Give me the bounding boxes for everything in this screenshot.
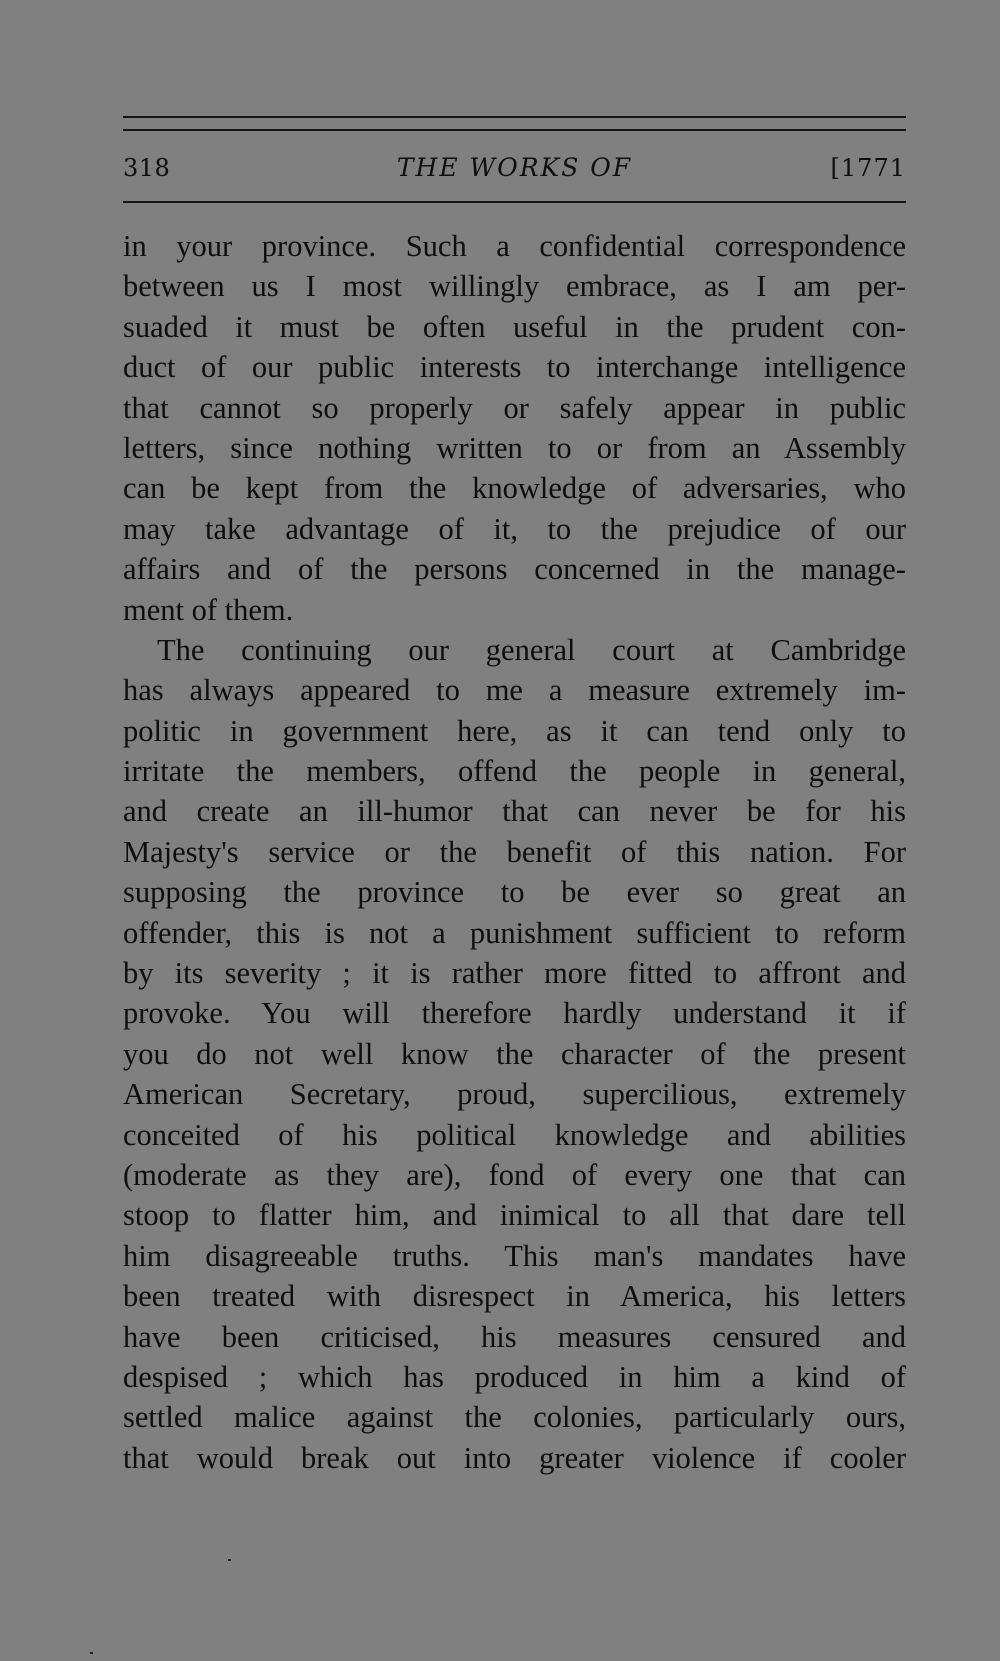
text-line: been treated with disrespect in America, his letters [123,1279,906,1314]
text-line: that would break out into greater violence if cooler [123,1440,906,1475]
book-page [123,0,906,1661]
text-line: (moderate as they are), fond of every one that can [123,1157,906,1192]
text-line: politic in government here, as it can tend only to [123,713,906,748]
text-line: may take advantage of it, to the prejudice of our [123,511,906,546]
text-line: provoke. You will therefore hardly understand it if [123,996,906,1031]
paragraph-start-line: The continuing our general court at Cambridge [157,632,906,667]
text-line: you do not well know the character of the present [123,1036,906,1071]
running-title: THE WORKS OF [396,153,633,182]
paragraph-end-line: ment of them. [123,592,294,627]
header-rule-bottom [123,201,906,203]
text-line: settled malice against the colonies, particularly ours, [123,1400,906,1435]
text-line: him disagreeable truths. This man's mandates have [123,1238,906,1273]
text-line: by its severity ; it is rather more fitted to affront and [123,956,906,991]
text-line: suaded it must be often useful in the prudent con- [123,309,906,344]
body-text [123,226,906,1478]
text-line: has always appeared to me a measure extremely im- [123,673,906,708]
header-year: [1771 [830,154,906,182]
text-line: conceited of his political knowledge and abilities [123,1117,906,1152]
running-head [123,148,906,188]
text-line: can be kept from the knowledge of adversaries, who [123,471,906,506]
text-line: Majesty's service or the benefit of this nation. For [123,834,906,869]
scan-speck [228,1559,231,1561]
text-line: American Secretary, proud, supercilious, extremely [123,1077,906,1112]
text-line: duct of our public interests to interchange intelligence [123,350,906,385]
text-line: stoop to flatter him, and inimical to all that dare tell [123,1198,906,1233]
header-rule-second [123,129,906,131]
text-line: despised ; which has produced in him a kind of [123,1359,906,1394]
text-line: letters, since nothing written to or from an Assembly [123,430,906,465]
scan-speck [90,1652,93,1654]
text-line: irritate the members, offend the people in general, [123,754,906,789]
text-line: between us I most willingly embrace, as I am per- [123,269,906,304]
text-line: that cannot so properly or safely appear in public [123,390,906,425]
text-line: in your province. Such a confidential correspondence [123,229,906,263]
text-line: supposing the province to be ever so great an [123,875,906,910]
text-line: and create an ill-humor that can never be for his [123,794,906,829]
text-line: have been criticised, his measures censured and [123,1319,906,1354]
page-number: 318 [123,154,171,182]
header-rule-top [123,116,906,118]
text-line: affairs and of the persons concerned in the manage- [123,552,906,587]
text-line: offender, this is not a punishment sufficient to reform [123,915,906,950]
